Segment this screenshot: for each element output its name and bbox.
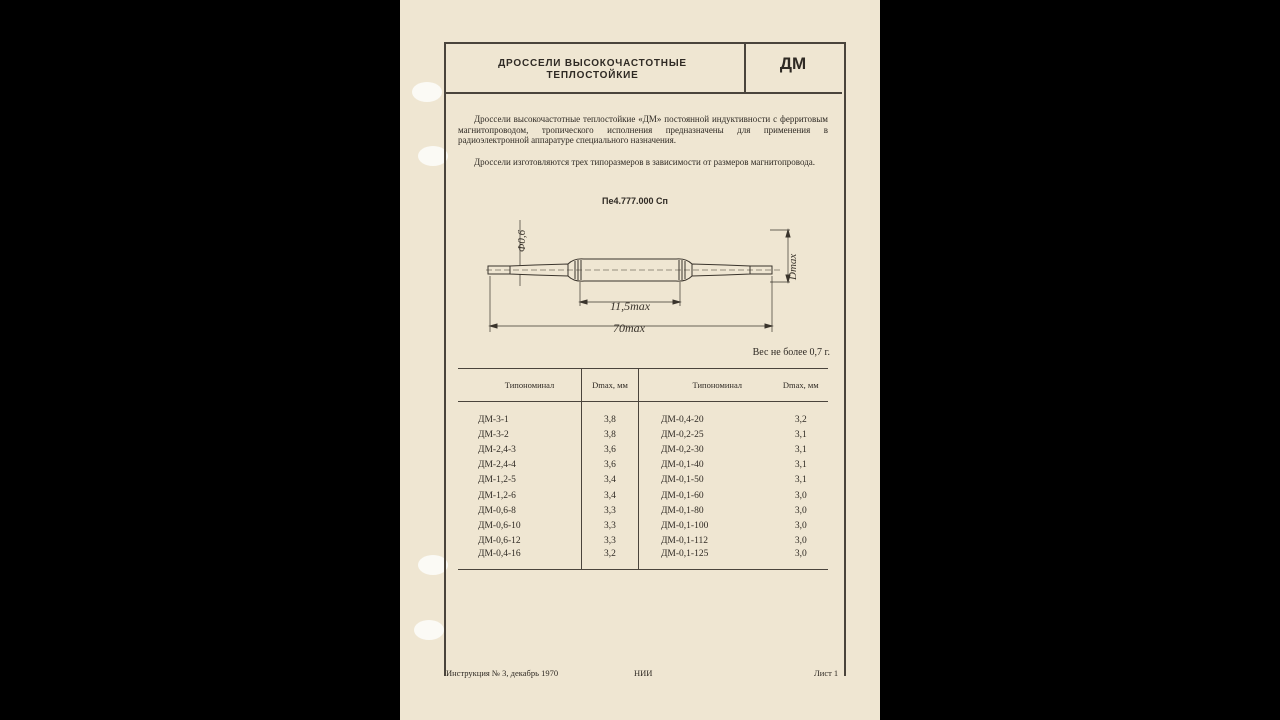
table-cell: 3,4 xyxy=(582,488,639,503)
title-line-1: ДРОССЕЛИ ВЫСОКОЧАСТОТНЫЕ xyxy=(498,58,687,69)
table-row xyxy=(458,412,828,427)
body-length-label: 11,5max xyxy=(610,299,651,313)
table-cell: 3,0 xyxy=(794,505,807,516)
table-cell: ДМ-0,2-30 xyxy=(660,444,704,455)
table-row xyxy=(458,488,828,503)
table-cell: 3,1 xyxy=(794,444,807,455)
table-cell: 3,0 xyxy=(794,490,807,501)
table-cell: ДМ-0,4-16 xyxy=(458,549,582,570)
table-cell: 3,0 xyxy=(794,536,807,547)
table-cell: 3,8 xyxy=(582,427,639,442)
table-header-row xyxy=(458,369,828,402)
table-row xyxy=(458,427,828,442)
table-cell: ДМ-0,1-125 xyxy=(638,549,773,570)
title-line-2: ТЕПЛОСТОЙКИЕ xyxy=(546,70,639,81)
table-cell: 3,6 xyxy=(582,458,639,473)
document-code: ДМ xyxy=(779,54,807,73)
footer-institute: НИИ xyxy=(634,668,653,678)
table-cell: 3,8 xyxy=(582,412,639,427)
lead-diameter-label: Φ0,6 xyxy=(516,229,528,252)
table-cell: 3,1 xyxy=(794,429,807,440)
table-row xyxy=(458,518,828,533)
table-cell: ДМ-0,1-112 xyxy=(660,536,708,547)
table-row xyxy=(458,534,828,549)
binder-hole xyxy=(412,82,442,102)
column-header: Типономинал xyxy=(458,369,582,402)
dmax-label: Dmax xyxy=(787,253,799,280)
table-row xyxy=(458,442,828,457)
table-cell: ДМ-3-1 xyxy=(478,414,509,425)
table-cell: 3,1 xyxy=(794,460,807,471)
document-page xyxy=(400,0,880,720)
total-length-label: 70max xyxy=(613,321,645,335)
table-row xyxy=(458,549,828,570)
table-cell: 3,2 xyxy=(582,549,639,570)
column-header: Dmax, мм xyxy=(774,369,828,402)
table-cell: ДМ-0,2-25 xyxy=(660,429,704,440)
table-cell: 3,3 xyxy=(582,503,639,518)
table-cell: ДМ-0,6-12 xyxy=(478,536,521,547)
table-cell: 3,6 xyxy=(582,442,639,457)
spec-table xyxy=(458,368,828,570)
column-header: Dmax, мм xyxy=(582,369,639,402)
table-cell: ДМ-0,1-80 xyxy=(660,505,704,516)
footer-instruction: Инструкция № 3, декабрь 1970 xyxy=(446,668,559,678)
header-rule xyxy=(446,92,842,94)
table-cell: 3,0 xyxy=(794,520,807,531)
table-cell: ДМ-2,4-3 xyxy=(478,444,516,455)
table-cell: ДМ-1,2-6 xyxy=(478,490,516,501)
table-cell: ДМ-0,1-40 xyxy=(660,460,704,471)
table-cell: ДМ-0,1-60 xyxy=(660,490,704,501)
table-cell: ДМ-0,4-20 xyxy=(660,414,704,425)
intro-paragraph-1: Дроссели высокочастотные теплостойкие «ДМ» постоянной индуктивности с ферритовым магнитопроводом, тропического исполнения предназначены для применения в радиоэлектронной аппаратуре специального назначения. xyxy=(458,114,828,145)
table-cell: 3,1 xyxy=(794,475,807,486)
table-cell: ДМ-3-2 xyxy=(478,429,509,440)
weight-note: Вес не более 0,7 г. xyxy=(752,347,830,358)
table-cell: ДМ-1,2-5 xyxy=(478,475,516,486)
table-cell: 3,4 xyxy=(582,473,639,488)
footer-sheet: Лист 1 xyxy=(814,668,839,678)
table-row xyxy=(458,503,828,518)
table-row xyxy=(458,473,828,488)
column-header: Типономинал xyxy=(638,369,773,402)
document-title xyxy=(460,58,725,82)
table-cell: 3,3 xyxy=(582,534,639,549)
table-cell: 3,2 xyxy=(794,414,807,425)
table-row xyxy=(458,458,828,473)
table-cell: ДМ-2,4-4 xyxy=(478,460,516,471)
table-cell: 3,3 xyxy=(582,518,639,533)
table-cell: ДМ-0,6-8 xyxy=(478,505,516,516)
table-cell: ДМ-0,6-10 xyxy=(478,520,521,531)
binder-hole xyxy=(414,620,444,640)
table-cell: ДМ-0,1-50 xyxy=(660,475,704,486)
drawing-number: Пе4.777.000 Сп xyxy=(602,196,668,206)
inductor-drawing xyxy=(480,210,800,340)
table-cell: ДМ-0,1-100 xyxy=(660,520,709,531)
table-cell: 3,0 xyxy=(774,549,828,570)
intro-paragraph-2: Дроссели изготовляются трех типоразмеров в зависимости от размеров магнитопровода. xyxy=(474,157,816,167)
